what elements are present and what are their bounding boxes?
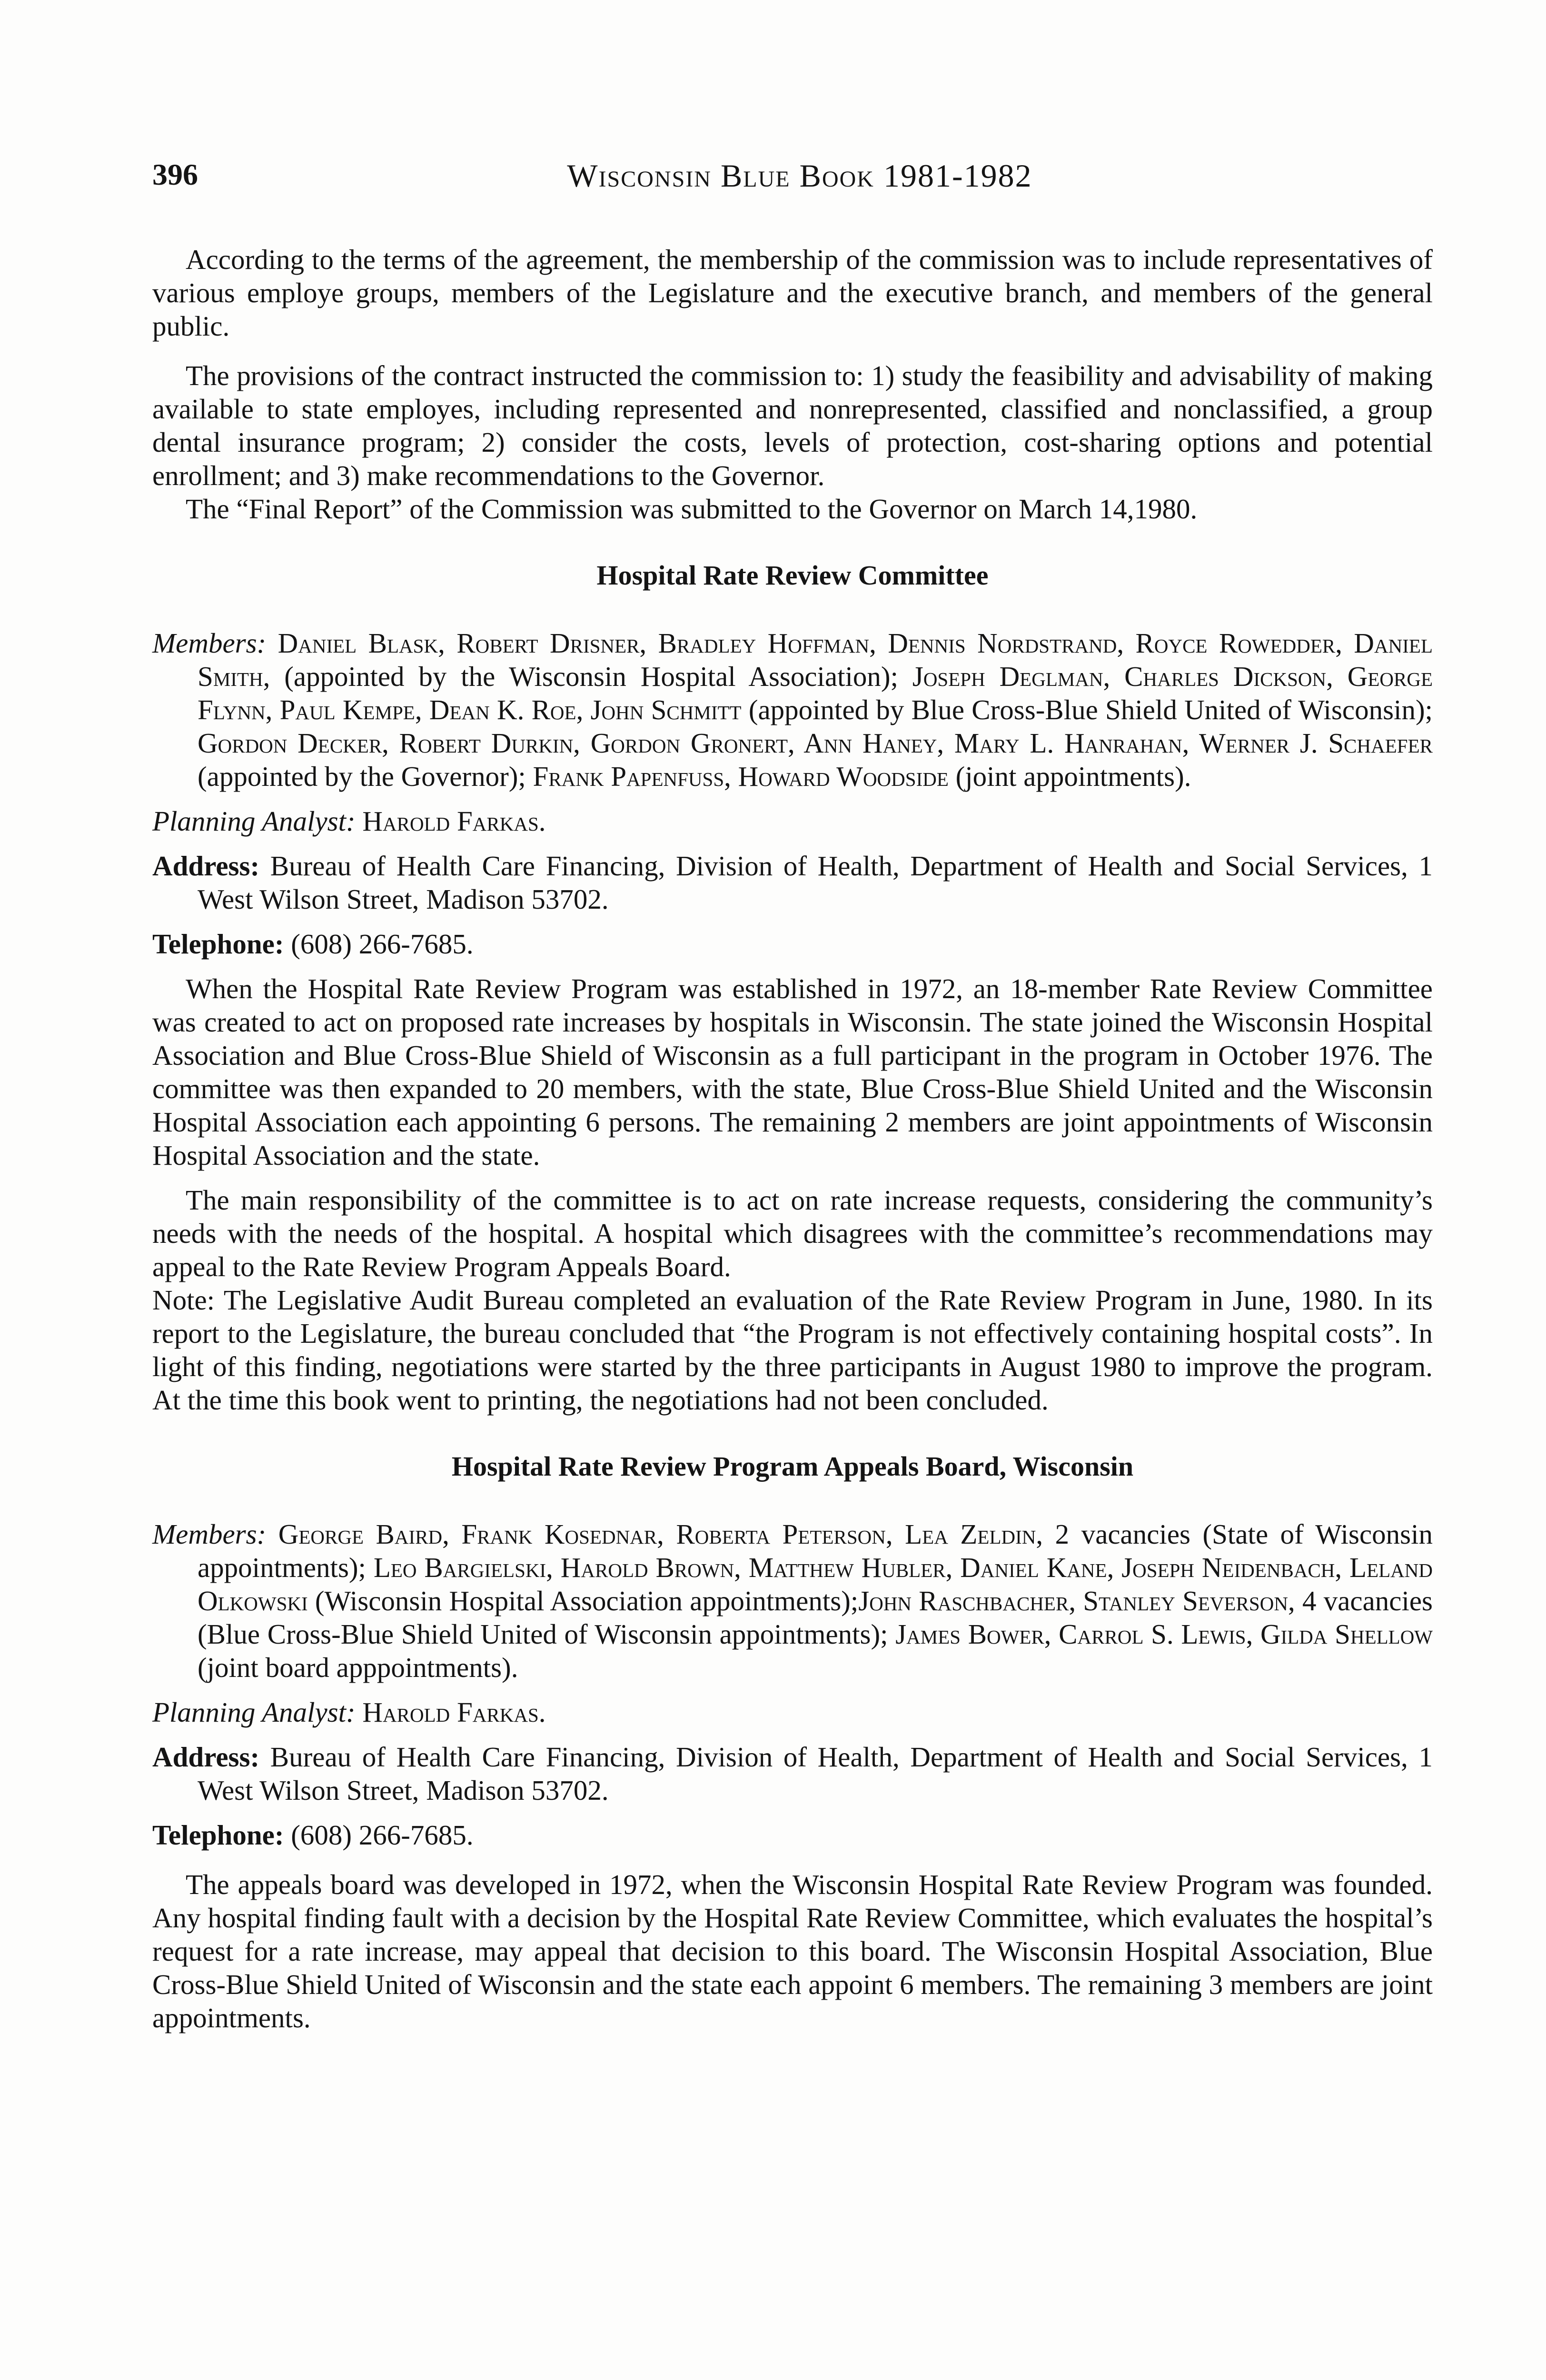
members-names-state: George Baird, Frank Kosednar, Roberta Peterson, Lea Zeldin, (278, 1518, 1043, 1550)
committee-telephone (152, 927, 1433, 961)
members-names-governor: Gordon Decker, Robert Durkin, Gordon Gronert, Ann Haney, Mary L. Hanrahan, Werner J. Schaefer (198, 727, 1433, 759)
address-label: Address: (152, 850, 260, 882)
members-names-joint: Frank Papenfuss, Howard Woodside (533, 761, 949, 792)
appeals-board-members (152, 1517, 1433, 1684)
telephone-label: Telephone: (152, 928, 284, 960)
members-names-whs: Daniel Blask, Robert Drisner, Bradley Hoffman, Dennis Nordstrand, Royce Rowedder, Daniel Smith, (198, 627, 1433, 692)
members-names-bcbs: John Raschbacher, Stanley Severson, (858, 1585, 1295, 1616)
appeals-board-heading: Hospital Rate Review Program Appeals Board, Wisconsin (451, 1451, 1134, 1482)
members-note-state: 2 vacancies (State of Wisconsin appointments); (198, 1518, 1433, 1583)
appeals-board-paragraph-1: The appeals board was developed in 1972, when the Wisconsin Hospital Rate Review Program was founded. Any hospital finding fault with a decision by the Hospital Rate Review Committee, which evaluates the hospital’s request for a rate increase, may appeal that decision to this board. The Wisconsin Hospital Association, Blue Cross-Blue Shield United of Wisconsin and the state each appoint 6 members. The remaining 3 members are joint appointments. (152, 1869, 1433, 2033)
running-title: Wisconsin Blue Book 1981-1982 (567, 158, 1032, 194)
members-note-whs: (Wisconsin Hospital Association appointments); (315, 1585, 859, 1616)
telephone-label: Telephone: (152, 1819, 284, 1851)
intro-paragraph-3: The “Final Report” of the Commission was submitted to the Governor on March 14,1980. (186, 493, 1198, 525)
analyst-name: Harold Farkas. (362, 1696, 546, 1728)
analyst-name: Harold Farkas. (362, 805, 546, 837)
appeals-board-address (152, 1740, 1433, 1807)
members-note-joint: (joint appointments). (955, 761, 1191, 792)
page-header (152, 157, 1447, 205)
members-note-whs: (appointed by the Wisconsin Hospital Association); (284, 661, 898, 692)
telephone-number: (608) 266-7685. (291, 928, 474, 960)
members-names-joint: James Bower, Carrol S. Lewis, Gilda Shellow (895, 1618, 1433, 1650)
analyst-label: Planning Analyst: (152, 1696, 356, 1728)
members-note-governor: (appointed by the Governor); (198, 761, 526, 792)
committee-note: Note: The Legislative Audit Bureau completed an evaluation of the Rate Review Program in June, 1980. In its report to the Legislature, the bureau concluded that “the Program is not effectively containing hospital costs”. In light of this finding, negotiations were started by the three participants in August 1980 to improve the program. At the time this book went to printing, the negotiations had not been concluded. (152, 1284, 1433, 1416)
committee-heading: Hospital Rate Review Committee (596, 560, 989, 591)
page-content (152, 243, 1433, 2034)
appeals-board-planning-analyst (152, 1696, 1433, 1729)
address-label: Address: (152, 1741, 260, 1773)
address-text: Bureau of Health Care Financing, Division of Health, Department of Health and Social Services, 1 West Wilson Street, Madison 53702. (198, 850, 1433, 915)
page-number: 396 (152, 158, 198, 191)
members-label: Members: (152, 1518, 267, 1550)
committee-planning-analyst (152, 804, 1433, 838)
members-note-bcbs: (appointed by Blue Cross-Blue Shield United of Wisconsin); (748, 694, 1433, 725)
committee-address (152, 849, 1433, 916)
appeals-board-telephone (152, 1818, 1433, 1852)
members-label: Members: (152, 627, 267, 659)
intro-paragraph-2: The provisions of the contract instructed the commission to: 1) study the feasibility and advisability of making available to state employes, including represented and nonrepresented, classified and nonclassified, a group dental insurance program; 2) consider the costs, levels of protection, cost-sharing options and potential enrollment; and 3) make recommendations to the Governor. (152, 360, 1433, 491)
address-text: Bureau of Health Care Financing, Division of Health, Department of Health and Social Services, 1 West Wilson Street, Madison 53702. (198, 1741, 1433, 1806)
committee-members (152, 626, 1433, 793)
members-names-bcbs: Joseph Deglman, Charles Dickson, George Flynn, Paul Kempe, Dean K. Roe, John Schmitt (198, 661, 1433, 725)
committee-paragraph-2: The main responsibility of the committee is to act on rate increase requests, considering the community’s needs with the needs of the hospital. A hospital which disagrees with the committee’s recommendations may appeal to the Rate Review Program Appeals Board. (152, 1184, 1433, 1282)
members-note-joint: (joint board apppointments). (198, 1652, 518, 1683)
members-note-bcbs: 4 vacancies (Blue Cross-Blue Shield United of Wisconsin appointments); (198, 1585, 1433, 1650)
committee-paragraph-1: When the Hospital Rate Review Program was established in 1972, an 18-member Rate Review Committee was created to act on proposed rate increases by hospitals in Wisconsin. The state joined the Wisconsin Hospital Association and Blue Cross-Blue Shield of Wisconsin as a full participant in the program in October 1976. The committee was then expanded to 20 members, with the state, Blue Cross-Blue Shield United and the Wisconsin Hospital Association each appointing 6 persons. The remaining 2 members are joint appointments of Wisconsin Hospital Association and the state. (152, 973, 1433, 1171)
telephone-number: (608) 266-7685. (291, 1819, 474, 1851)
intro-paragraph-1: According to the terms of the agreement, the membership of the commission was to include representatives of various employe groups, members of the Legislature and the executive branch, and members of the general public. (152, 244, 1433, 342)
members-names-whs: Leo Bargielski, Harold Brown, Matthew Hubler, Daniel Kane, Joseph Neidenbach, Leland Olkowski (198, 1552, 1433, 1616)
analyst-label: Planning Analyst: (152, 805, 356, 837)
